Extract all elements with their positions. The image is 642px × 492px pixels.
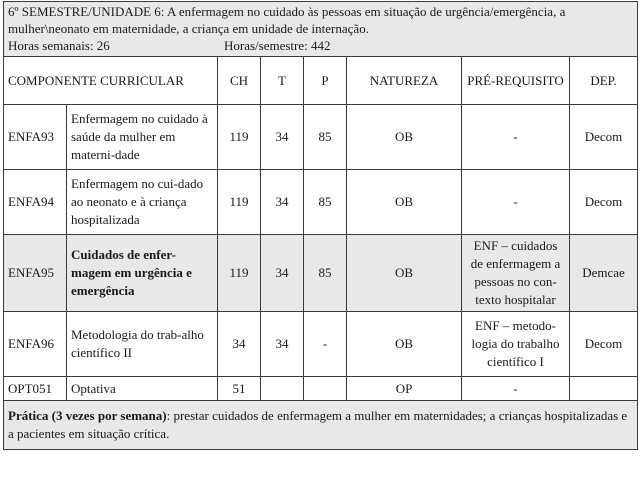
pratica-label: Prática (3 vezes por semana) [8, 408, 167, 423]
row-prereq: - [462, 377, 570, 401]
semester-title: 6º SEMESTRE/UNIDADE 6: A enfermagem no cuidado às pessoas em situação de urgência/emergência, a mulher\neonato em maternidade, a criança em unidade de internação. [8, 4, 566, 36]
row-ch: 119 [218, 105, 261, 170]
row-ch: 34 [218, 312, 261, 377]
pratica-row [4, 401, 638, 450]
curriculum-table [3, 1, 638, 450]
row-ch: 119 [218, 170, 261, 235]
column-header-row [4, 57, 638, 105]
row-dep [570, 377, 638, 401]
col-dep: DEP. [570, 57, 638, 105]
hours-semester: Horas/semestre: 442 [224, 38, 331, 53]
row-p [304, 377, 347, 401]
row-code: ENFA94 [4, 170, 67, 235]
row-prereq: - [462, 170, 570, 235]
table-row [4, 105, 638, 170]
pratica-note [4, 401, 638, 450]
row-t: 34 [261, 170, 304, 235]
curriculum-table-wrapper [3, 1, 637, 450]
row-code: ENFA95 [4, 235, 67, 312]
row-natureza: OB [347, 235, 462, 312]
row-t: 34 [261, 235, 304, 312]
col-prerequisito: PRÉ-REQUISITO [462, 57, 570, 105]
row-dep: Demcae [570, 235, 638, 312]
row-natureza: OB [347, 312, 462, 377]
col-p: P [304, 57, 347, 105]
row-name: Optativa [67, 377, 218, 401]
row-code: ENFA93 [4, 105, 67, 170]
table-row [4, 170, 638, 235]
semester-header [4, 2, 638, 57]
row-prereq: ENF – metodo-logia do trabalho científico I [462, 312, 570, 377]
row-ch: 51 [218, 377, 261, 401]
row-name: Enfermagem no cuidado à saúde da mulher em materni-dade [67, 105, 218, 170]
row-t: 34 [261, 312, 304, 377]
row-code: OPT051 [4, 377, 67, 401]
row-dep: Decom [570, 105, 638, 170]
row-prereq: - [462, 105, 570, 170]
row-ch: 119 [218, 235, 261, 312]
row-p: 85 [304, 105, 347, 170]
col-natureza: NATUREZA [347, 57, 462, 105]
col-t: T [261, 57, 304, 105]
hours-weekly: Horas semanais: 26 [8, 38, 110, 53]
row-dep: Decom [570, 312, 638, 377]
row-p: - [304, 312, 347, 377]
table-row [4, 235, 638, 312]
row-natureza: OB [347, 170, 462, 235]
hours-line [8, 37, 633, 54]
row-p: 85 [304, 170, 347, 235]
table-row [4, 377, 638, 401]
col-ch: CH [218, 57, 261, 105]
row-code: ENFA96 [4, 312, 67, 377]
row-dep: Decom [570, 170, 638, 235]
row-prereq: ENF – cuidados de enfermagem a pessoas no con-texto hospitalar [462, 235, 570, 312]
row-natureza: OB [347, 105, 462, 170]
row-t [261, 377, 304, 401]
row-name: Enfermagem no cui-dado ao neonato e à criança hospitalizada [67, 170, 218, 235]
row-name: Cuidados de enfer-magem em urgência e emergência [67, 235, 218, 312]
row-name: Metodologia do trab-alho científico II [67, 312, 218, 377]
col-componente: COMPONENTE CURRICULAR [4, 57, 218, 105]
table-row [4, 312, 638, 377]
row-t: 34 [261, 105, 304, 170]
row-natureza: OP [347, 377, 462, 401]
semester-header-row [4, 2, 638, 57]
row-p: 85 [304, 235, 347, 312]
pratica-text: : prestar cuidados de enfermagem a mulher em maternidades; a crianças hospitalizadas e a pacientes em situação crítica. [8, 408, 628, 441]
